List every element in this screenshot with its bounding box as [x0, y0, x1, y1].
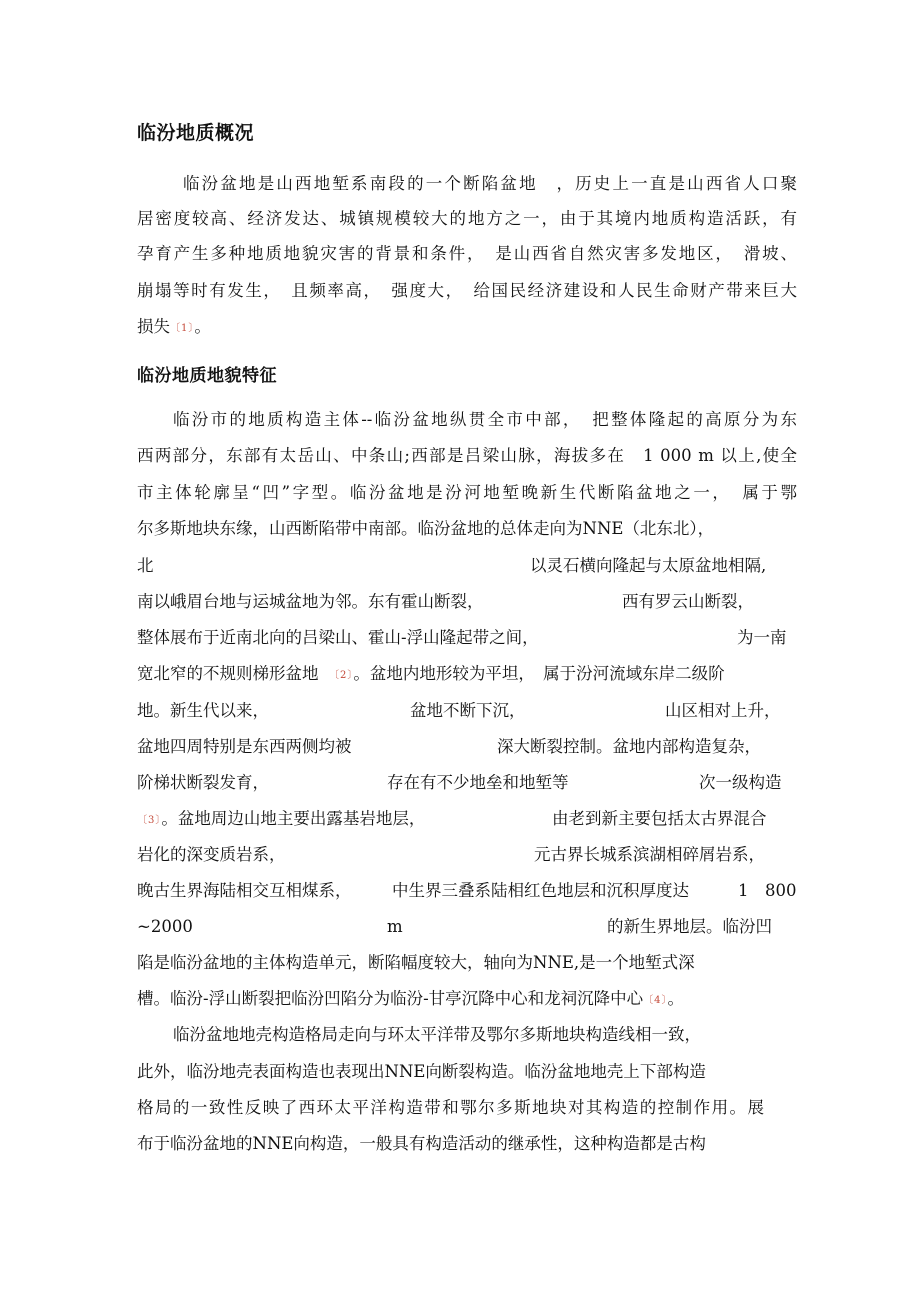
- citation-2: 〔2〕: [329, 670, 354, 681]
- p2-line-14c: 1 800: [738, 881, 797, 900]
- p2-line-6a: 南以峨眉台地与运城盆地为邻。东有霍山断裂，: [137, 592, 484, 611]
- p2-line-12a: 。盆地周边山地主要出露基岩地层，: [161, 809, 426, 828]
- p2-line-10b: 深大断裂控制。盆地内部构造复杂，: [497, 737, 761, 756]
- section-title: 临汾地质地貌特征: [137, 366, 277, 386]
- p2-line-6b: 西有罗云山断裂，: [622, 592, 754, 611]
- p2-line-7b: 为一南: [737, 628, 787, 647]
- citation-3: 〔3〕: [137, 815, 162, 826]
- p2-line-14a: 晚古生界海陆相交互相煤系，: [137, 881, 352, 900]
- p1-line-2: 居密度较高、经济发达、城镇规模较大的地方之一，由于其境内地质构造活跃，有: [137, 209, 797, 228]
- p2-line-13b: 元古界长城系滨湖相碎屑岩系，: [534, 845, 765, 864]
- p1-line-3: 孕育产生多种地质地貌灾害的背景和条件， 是山西省自然灾害多发地区， 滑坡、: [137, 244, 797, 263]
- p2-line-17a: 槽。临汾-浮山断裂把临汾凹陷分为临汾-甘亭沉降中心和龙祠沉降中心: [137, 989, 644, 1008]
- p2-line-10a: 盆地四周特别是东西两侧均被: [137, 737, 352, 756]
- p3-line-1: 临汾盆地地壳构造格局走向与环太平洋带及鄂尔多斯地块构造线相一致，: [173, 1025, 701, 1044]
- p1-line-5-end: 。: [194, 317, 211, 336]
- p1-line-4: 崩塌等时有发生， 且频率高， 强度大， 给国民经济建设和人民生命财产带来巨大: [137, 281, 797, 300]
- p2-line-8a: 宽北窄的不规则梯形盆地: [137, 664, 319, 683]
- p2-line-12: [137, 809, 425, 831]
- p2-line-17b: 。: [667, 989, 685, 1008]
- citation-4: 〔4〕: [643, 995, 668, 1006]
- p3-line-4: 布于临汾盆地的NNE向构造，一般具有构造活动的继承性，这种构造都是古构: [137, 1134, 706, 1153]
- p2-line-17: [137, 989, 797, 1011]
- p2-line-11b: 存在有不少地垒和地堑等: [387, 773, 569, 792]
- p2-line-3: 市主体轮廓呈“凹”字型。临汾盆地是汾河地堑晚新生代断陷盆地之一， 属于鄂: [137, 483, 797, 502]
- p2-line-15c: 的新生界地层。临汾凹: [607, 917, 772, 936]
- p2-line-12b: 由老到新主要包括太古界混合: [552, 809, 767, 828]
- p2-line-1: 临汾市的地质构造主体--临汾盆地纵贯全市中部， 把整体隆起的高原分为东: [173, 410, 797, 429]
- document-title: 临汾地质概况: [137, 122, 255, 144]
- p2-line-7a: 整体展布于近南北向的吕梁山、霍山-浮山隆起带之间，: [137, 628, 539, 647]
- p2-line-5b: 以灵石横向隆起与太原盆地相隔,: [530, 556, 767, 575]
- p2-line-14b: 中生界三叠系陆相红色地层和沉积厚度达: [392, 881, 689, 900]
- p2-line-8: [137, 664, 725, 686]
- p1-line-5: [137, 317, 797, 339]
- p1-line-5-text: 损失: [137, 317, 170, 336]
- p2-line-9b: 盆地不断下沉，: [410, 701, 526, 720]
- p3-line-2: 此外，临汾地壳表面构造也表现出NNE向断裂构造。临汾盆地地壳上下部构造: [137, 1062, 706, 1081]
- p2-line-11a: 阶梯状断裂发育，: [137, 773, 269, 792]
- p2-line-13a: 岩化的深变质岩系，: [137, 845, 286, 864]
- p2-line-9c: 山区相对上升，: [665, 701, 781, 720]
- citation-1: 〔1〕: [170, 323, 195, 334]
- p2-line-15a: ~2000: [137, 917, 193, 936]
- p1-line-1: 临汾盆地是山西地堑系南段的一个断陷盆地 ，历史上一直是山西省人口聚: [183, 174, 797, 193]
- p2-line-11c: 次一级构造: [699, 773, 782, 792]
- p2-line-15b: m: [387, 917, 403, 936]
- p2-line-5a: 北: [137, 556, 154, 575]
- p2-line-9a: 地。新生代以来，: [137, 701, 269, 720]
- p2-line-16: 陷是临汾盆地的主体构造单元，断陷幅度较大，轴向为NNE,是一个地堑式深: [137, 953, 695, 972]
- p2-line-8b: 。盆地内地形较为平坦， 属于汾河流域东岸二级阶: [353, 664, 725, 683]
- p3-line-3: 格局的一致性反映了西环太平洋构造带和鄂尔多斯地块对其构造的控制作用。展: [137, 1098, 764, 1117]
- p2-line-2: 西两部分，东部有太岳山、中条山;西部是吕梁山脉，海拔多在 1 000 m 以上,使全: [137, 446, 797, 465]
- p2-line-4: 尔多斯地块东缘，山西断陷带中南部。临汾盆地的总体走向为NNE（北东北），: [137, 519, 715, 538]
